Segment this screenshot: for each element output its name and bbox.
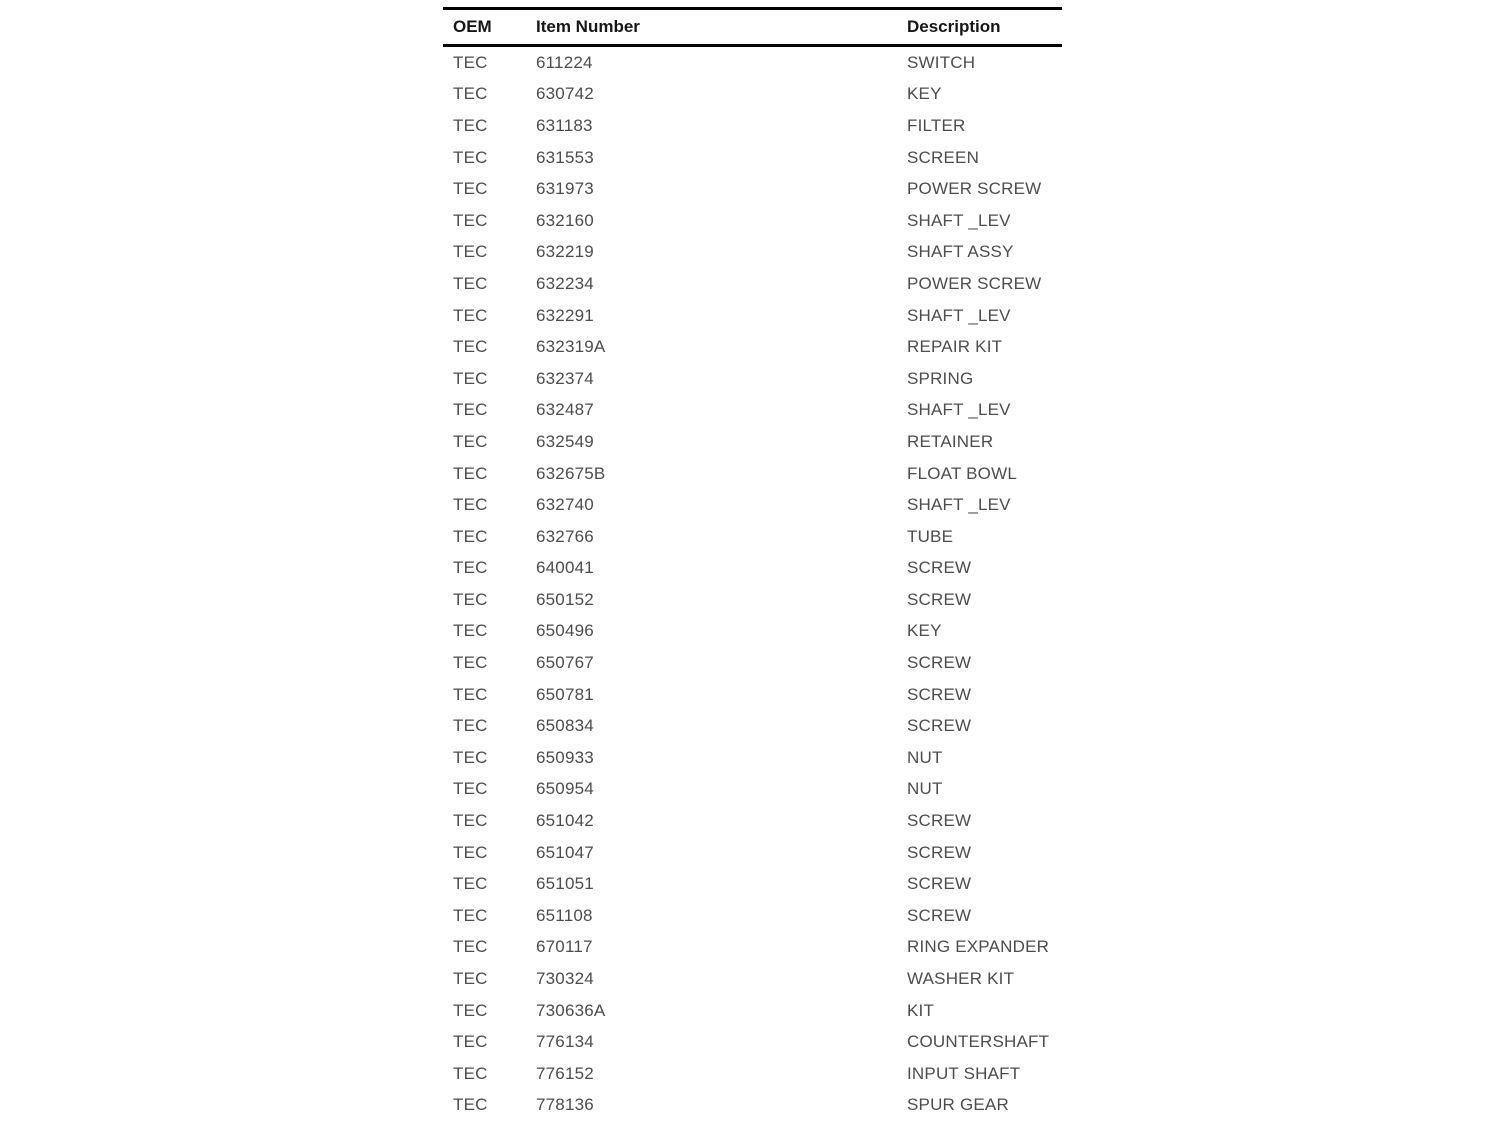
table-row <box>443 458 1062 490</box>
cell-item-number: 651047 <box>536 842 594 862</box>
cell-description: RING EXPANDER <box>907 937 1050 957</box>
cell-oem: TEC <box>453 937 488 957</box>
table-row <box>443 1090 1062 1122</box>
cell-item-number: 776152 <box>536 1063 594 1083</box>
cell-item-number: 776134 <box>536 1032 594 1052</box>
table-row <box>443 426 1062 458</box>
cell-item-number: 650781 <box>536 684 594 704</box>
table-row <box>443 47 1062 79</box>
cell-item-number: 640041 <box>536 558 594 578</box>
table-row <box>443 616 1062 648</box>
cell-oem: TEC <box>453 115 488 135</box>
cell-description: COUNTERSHAFT <box>907 1032 1050 1052</box>
cell-description: SCREW <box>907 589 972 609</box>
cell-description: POWER SCREW <box>907 179 1042 199</box>
cell-description: INPUT SHAFT <box>907 1063 1021 1083</box>
cell-item-number: 632487 <box>536 400 594 420</box>
cell-oem: TEC <box>453 779 488 799</box>
cell-item-number: 632319A <box>536 337 606 357</box>
cell-oem: TEC <box>453 147 488 167</box>
cell-description: SPRING <box>907 368 974 388</box>
cell-description: WASHER KIT <box>907 969 1015 989</box>
cell-item-number: 632234 <box>536 273 594 293</box>
cell-item-number: 632740 <box>536 495 594 515</box>
cell-item-number: 631183 <box>536 115 593 135</box>
cell-item-number: 651051 <box>536 874 594 894</box>
cell-description: SCREW <box>907 558 972 578</box>
table-row <box>443 932 1062 964</box>
cell-item-number: 730636A <box>536 1000 606 1020</box>
cell-oem: TEC <box>453 842 488 862</box>
cell-oem: TEC <box>453 495 488 515</box>
cell-item-number: 632766 <box>536 526 594 546</box>
cell-description: SHAFT ASSY <box>907 242 1014 262</box>
table-row <box>443 173 1062 205</box>
cell-item-number: 632675B <box>536 463 606 483</box>
cell-oem: TEC <box>453 905 488 925</box>
cell-oem: TEC <box>453 1032 488 1052</box>
table-row <box>443 521 1062 553</box>
table-header-row <box>443 7 1062 47</box>
cell-description: FLOAT BOWL <box>907 463 1018 483</box>
cell-oem: TEC <box>453 969 488 989</box>
cell-item-number: 631553 <box>536 147 594 167</box>
table-row <box>443 331 1062 363</box>
cell-description: SPUR GEAR <box>907 1095 1009 1115</box>
table-row <box>443 963 1062 995</box>
table-row <box>443 868 1062 900</box>
cell-oem: TEC <box>453 431 488 451</box>
cell-oem: TEC <box>453 653 488 673</box>
cell-description: SHAFT _LEV <box>907 495 1011 515</box>
column-header-oem: OEM <box>453 17 492 36</box>
cell-description: SCREW <box>907 874 972 894</box>
parts-table <box>443 7 1062 1121</box>
cell-description: FILTER <box>907 115 966 135</box>
column-header-description: Description <box>907 17 1001 36</box>
cell-oem: TEC <box>453 305 488 325</box>
cell-description: NUT <box>907 779 943 799</box>
cell-item-number: 630742 <box>536 84 594 104</box>
cell-item-number: 730324 <box>536 969 594 989</box>
table-row <box>443 237 1062 269</box>
cell-oem: TEC <box>453 1000 488 1020</box>
cell-oem: TEC <box>453 463 488 483</box>
cell-item-number: 778136 <box>536 1095 594 1115</box>
table-row <box>443 837 1062 869</box>
table-row <box>443 647 1062 679</box>
cell-item-number: 632374 <box>536 368 594 388</box>
cell-item-number: 611224 <box>536 52 593 72</box>
table-row <box>443 395 1062 427</box>
cell-description: POWER SCREW <box>907 273 1042 293</box>
cell-description: SCREEN <box>907 147 980 167</box>
cell-description: SCREW <box>907 905 972 925</box>
cell-item-number: 650496 <box>536 621 594 641</box>
cell-oem: TEC <box>453 684 488 704</box>
cell-description: KIT <box>907 1000 935 1020</box>
cell-item-number: 632160 <box>536 210 594 230</box>
table-row <box>443 1026 1062 1058</box>
cell-item-number: 651108 <box>536 905 593 925</box>
cell-oem: TEC <box>453 400 488 420</box>
cell-description: SHAFT _LEV <box>907 305 1011 325</box>
cell-item-number: 650954 <box>536 779 594 799</box>
cell-description: KEY <box>907 621 942 641</box>
cell-item-number: 650834 <box>536 716 594 736</box>
table-row <box>443 900 1062 932</box>
table-row <box>443 1058 1062 1090</box>
cell-item-number: 650152 <box>536 589 594 609</box>
cell-item-number: 632219 <box>536 242 594 262</box>
cell-item-number: 632291 <box>536 305 594 325</box>
cell-item-number: 631973 <box>536 179 594 199</box>
cell-oem: TEC <box>453 337 488 357</box>
table-row <box>443 995 1062 1027</box>
cell-description: SCREW <box>907 653 972 673</box>
cell-oem: TEC <box>453 1095 488 1115</box>
cell-item-number: 650933 <box>536 747 594 767</box>
cell-description: RETAINER <box>907 431 994 451</box>
table-row <box>443 584 1062 616</box>
cell-description: SHAFT _LEV <box>907 210 1011 230</box>
cell-oem: TEC <box>453 811 488 831</box>
table-row <box>443 79 1062 111</box>
table-row <box>443 268 1062 300</box>
table-row <box>443 553 1062 585</box>
cell-oem: TEC <box>453 273 488 293</box>
table-row <box>443 142 1062 174</box>
cell-item-number: 650767 <box>536 653 594 673</box>
cell-description: SWITCH <box>907 52 976 72</box>
cell-oem: TEC <box>453 368 488 388</box>
cell-oem: TEC <box>453 747 488 767</box>
cell-description: NUT <box>907 747 943 767</box>
table-body <box>443 47 1062 1121</box>
cell-item-number: 670117 <box>536 937 593 957</box>
cell-oem: TEC <box>453 589 488 609</box>
cell-item-number: 651042 <box>536 811 594 831</box>
table-row <box>443 110 1062 142</box>
cell-oem: TEC <box>453 242 488 262</box>
cell-description: TUBE <box>907 526 954 546</box>
cell-oem: TEC <box>453 558 488 578</box>
table-row <box>443 742 1062 774</box>
cell-description: REPAIR KIT <box>907 337 1003 357</box>
cell-description: SCREW <box>907 684 972 704</box>
cell-description: SCREW <box>907 811 972 831</box>
cell-oem: TEC <box>453 84 488 104</box>
table-row <box>443 489 1062 521</box>
table-row <box>443 363 1062 395</box>
cell-description: SCREW <box>907 842 972 862</box>
cell-oem: TEC <box>453 526 488 546</box>
cell-oem: TEC <box>453 1063 488 1083</box>
cell-oem: TEC <box>453 210 488 230</box>
cell-oem: TEC <box>453 621 488 641</box>
cell-description: KEY <box>907 84 942 104</box>
table-row <box>443 774 1062 806</box>
column-header-item-number: Item Number <box>536 17 640 36</box>
cell-oem: TEC <box>453 52 488 72</box>
table-row <box>443 679 1062 711</box>
table-row <box>443 710 1062 742</box>
cell-description: SHAFT _LEV <box>907 400 1011 420</box>
table-row <box>443 805 1062 837</box>
cell-oem: TEC <box>453 179 488 199</box>
cell-oem: TEC <box>453 716 488 736</box>
table-row <box>443 300 1062 332</box>
table-row <box>443 205 1062 237</box>
cell-description: SCREW <box>907 716 972 736</box>
cell-item-number: 632549 <box>536 431 594 451</box>
cell-oem: TEC <box>453 874 488 894</box>
